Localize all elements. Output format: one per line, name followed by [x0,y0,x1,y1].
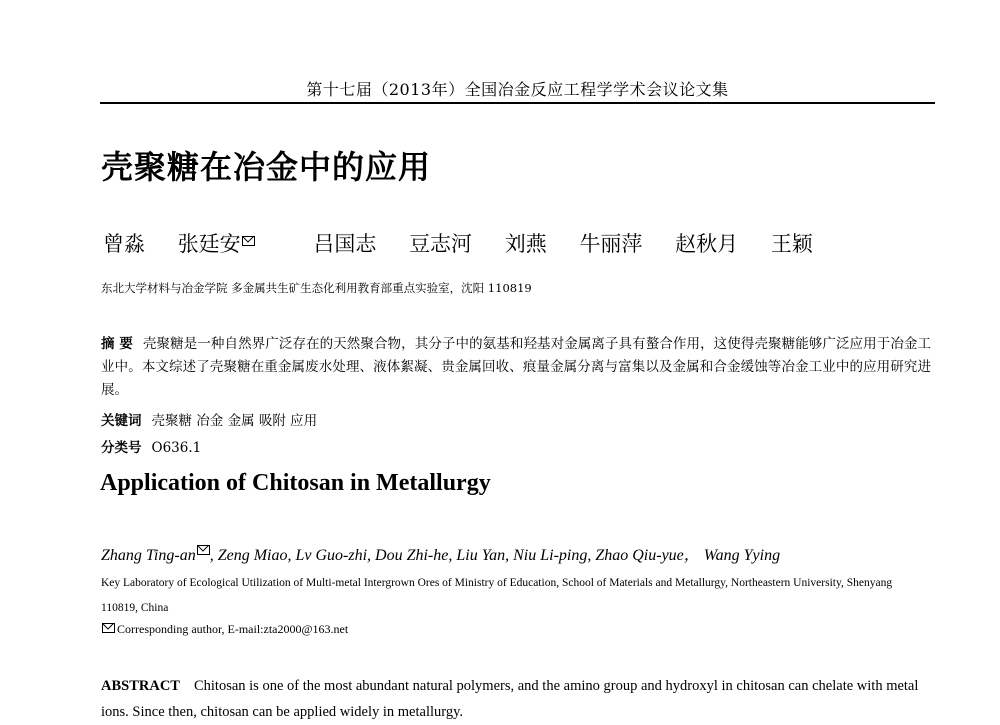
abstract-en [101,673,931,725]
author-en-rest: , Zeng Miao, Lv Guo-zhi, Dou Zhi-he, Liu Yan, Niu Li-ping, Zhao Qiu-yue， Wang Yying [209,547,781,564]
author-zh: 吕国志 [313,232,377,256]
paper-title-zh: 壳聚糖在冶金中的应用 [101,148,432,186]
author-zh: 曾淼 [103,232,145,256]
author-zh: 牛丽萍 [579,232,643,256]
abstract-zh-text: 壳聚糖是一种自然界广泛存在的天然聚合物，其分子中的氨基和羟基对金属离子具有螯合作用，这使得壳聚糖能够广泛应用于冶金工业中。本文综述了壳聚糖在重金属废水处理、液体絮凝、贵金属回收、痕量金属分离与富集以及金属和合金缓蚀等冶金工业中的应用研究进展。 [101,336,931,398]
author-zh: 王颖 [770,232,813,256]
envelope-icon [197,545,210,555]
classification-text: O636.1 [151,440,202,456]
abstract-en-label: ABSTRACT [101,678,180,694]
corresponding-text: Corresponding author, E-mail:zta2000@163.net [117,622,349,636]
abstract-zh [101,333,931,402]
affiliation-en: Key Laboratory of Ecological Utilization of Multi-metal Intergrown Ores of Ministry of Education, School of Materials and Metallurgy, Northeastern University, Shenyang 110819, China [101,577,893,614]
envelope-icon [102,623,115,633]
author-list-en [101,542,780,565]
author-zh: 刘燕 [504,232,547,256]
author-zh: 赵秋月 [675,232,739,256]
paper-title-en: Application of Chitosan in Metallurgy [100,470,491,496]
classification-line [101,436,201,456]
keywords-label: 关键词 [101,413,142,429]
author-list-zh [103,228,839,258]
abstract-zh-label: 摘 要 [101,336,133,352]
corresponding-author-note [101,622,348,637]
keywords-text: 壳聚糖 冶金 金属 吸附 应用 [151,413,318,429]
header-rule [100,102,935,104]
keywords-line [101,409,317,429]
running-header: 第十七届（2013年）全国冶金反应工程学学术会议论文集 [306,80,729,99]
author-zh-corresponding: 张廷安 [178,232,281,256]
affiliation-zh: 东北大学材料与冶金学院 多金属共生矿生态化利用教育部重点实验室，沈阳 110819 [101,281,532,295]
envelope-icon [242,236,255,246]
author-zh: 豆志河 [409,232,473,256]
author-en-corresponding: Zhang Ting-an [101,547,196,564]
classification-label: 分类号 [101,440,142,456]
abstract-en-text: Chitosan is one of the most abundant natural polymers, and the amino group and hydroxyl in chitosan can chelate with metal ions. Since then, chitosan can be applied widely in metallurgy. [101,678,919,720]
